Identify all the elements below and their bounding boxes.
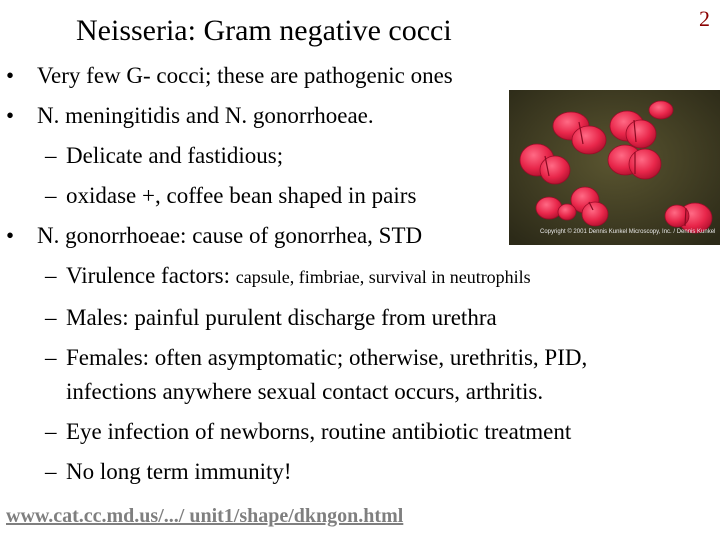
sub-bullet-text: Delicate and fastidious; (66, 143, 284, 168)
bullet-text: N. meningitidis and N. gonorrhoeae. (37, 103, 374, 128)
sub-bullet-text (66, 262, 531, 291)
bullet-text: Very few G- cocci; these are pathogenic ones (37, 63, 453, 88)
sub-bullet-text: Females: often asymptomatic; otherwise, urethritis, PID, (66, 345, 588, 370)
sub-bullet-text: oxidase +, coffee bean shaped in pairs (66, 183, 417, 208)
page-number: 2 (699, 6, 710, 31)
sub-bullet-text: Males: painful purulent discharge from urethra (66, 305, 497, 330)
sub-bullet-marker: – (45, 305, 57, 330)
bullet-marker: • (6, 103, 15, 128)
sub-bullet-marker: – (45, 263, 57, 288)
image-credit: Copyright © 2001 Dennis Kunkel Microscopy, Inc. / Dennis Kunkel (540, 229, 716, 235)
micrograph-graphic (509, 90, 720, 245)
bullet-marker: • (6, 63, 15, 88)
sub-bullet-marker: – (45, 459, 57, 484)
slide-title: Neisseria: Gram negative cocci (76, 14, 452, 47)
sub-bullet-text: Eye infection of newborns, routine antibiotic treatment (66, 419, 572, 444)
sub-bullet-marker: – (45, 183, 57, 208)
sub-bullet-text-main: Virulence factors: (66, 263, 236, 288)
neisseria-micrograph-image (509, 90, 720, 245)
sub-bullet-text: infections anywhere sexual contact occurs, arthritis. (66, 379, 544, 404)
sub-bullet-text: No long term immunity! (66, 459, 292, 484)
bullet-text: N. gonorrhoeae: cause of gonorrhea, STD (37, 223, 423, 248)
sub-bullet-marker: – (45, 419, 57, 444)
source-link[interactable]: www.cat.cc.md.us/.../ unit1/shape/dkngon.html (6, 505, 404, 527)
sub-bullet-marker: – (45, 143, 57, 168)
sub-bullet-marker: – (45, 345, 57, 370)
bullet-marker: • (6, 223, 15, 248)
sub-bullet-text-small: capsule, fimbriae, survival in neutrophils (235, 267, 531, 287)
